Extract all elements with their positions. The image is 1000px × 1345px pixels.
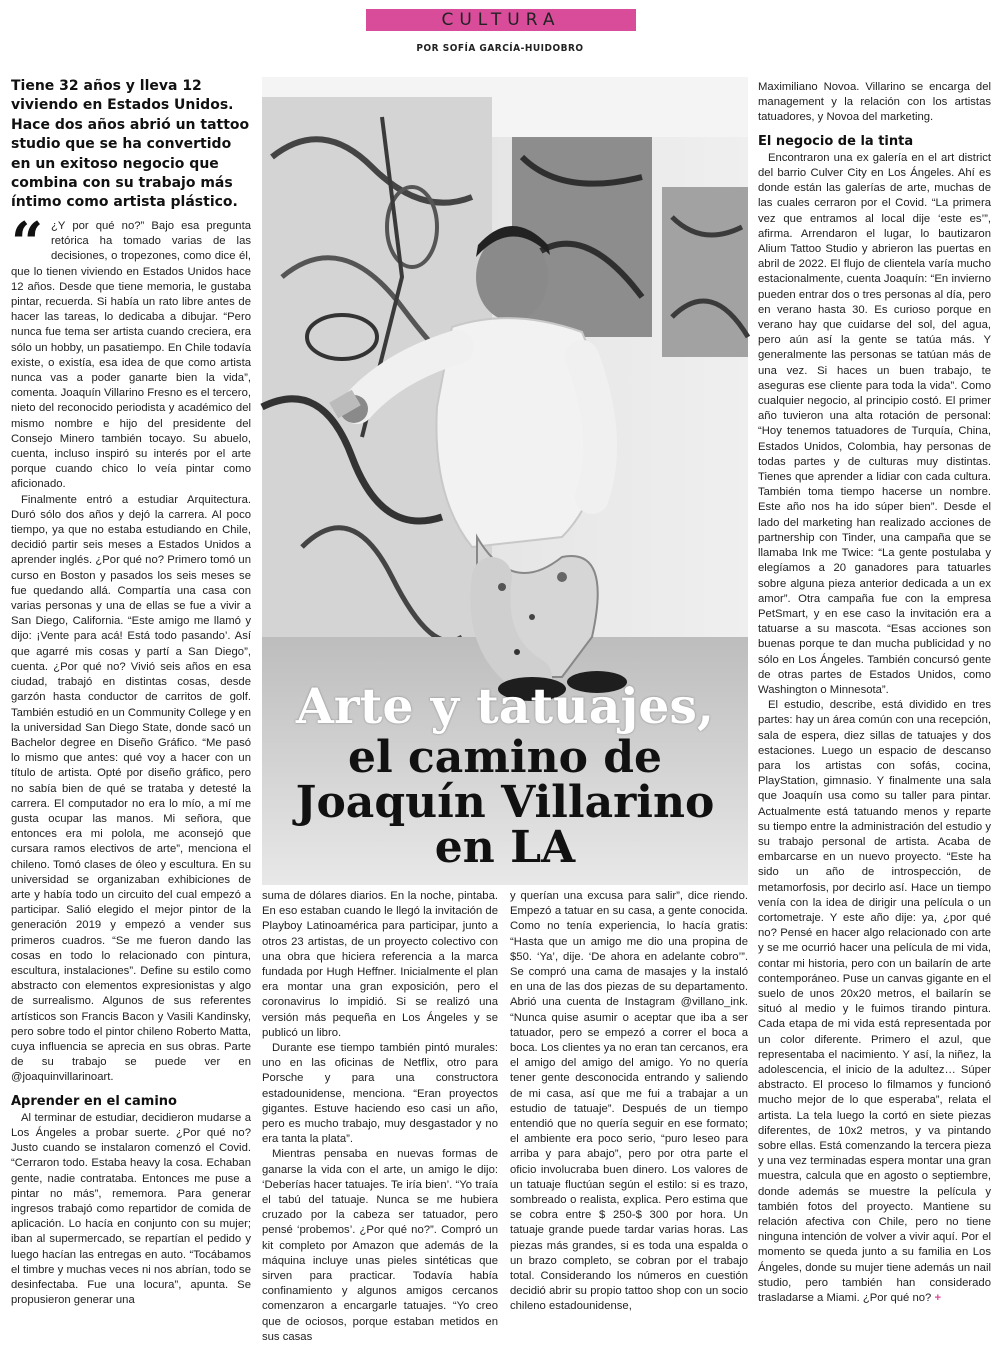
headline xyxy=(262,677,748,873)
section-tag: CULTURA xyxy=(366,9,636,31)
quote-mark-icon: “ xyxy=(11,210,44,276)
body-paragraph: Durante ese tiempo también pintó murales: uno en las oficinas de Netflix, otro para Porsche y para una constructora estadounidense, menciona. “Eran proyectos gigantes. Estuve haciendo eso casi un año, pero es mucho trabajo, muy desgastador y no era tanta la plata”. xyxy=(262,1042,498,1146)
article-column-2 xyxy=(262,889,498,1345)
body-paragraph: Mientras pensaba en nuevas formas de ganarse la vida con el arte, un amigo le dijo: ‘Deberías hacer tatuajes. Te iría bien’. “Yo traía el tabú del tatuaje. Nunca se me hubiera cruzado por la cabeza ser tatuador, pero pensé ‘probemos’. ¿Por qué no?”. Compró un kit completo por Amazon que además de la máquina incluye unas pieles sintéticas que sirven para practicar. Todavía había confinamiento y algunos amigos cercanos comenzaron a encargarle tatuajes. “Yo creo que de ociosos, porque estaban metidos en sus casas xyxy=(262,1148,498,1343)
lede-paragraph: Tiene 32 años y lleva 12 viviendo en Estados Unidos. Hace dos años abrió un tattoo studio que se ha convertido en un exitoso negocio que combina con su trabajo más íntimo como artista plástico. xyxy=(11,78,250,211)
body-paragraph: Finalmente entró a estudiar Arquitectura. Duró sólo dos años y dejó la carrera. Al poco tiempo, ya que no estaba estudiando en Chile, decidió partir seis meses a Estados Unidos a aprender inglés. ¿Por qué no? Primero tomó un curso en Boston y pasados los seis meses se fue quedando allá. Compartía una casa con varias personas y una de ellas se fue a vivir a San Diego, California. “Este amigo me llamó y dijo: ¡Vente para acá! Está todo pasando’. Así que agarré mis cosas y partí a San Diego”, cuenta. ¿Por qué no? Vivió seis años en esa ciudad, trabajó en distintas cosas, desde garzón hasta conductor de carritos de golf. También estudió en un Community College y en la universidad San Diego State, donde sacó un Bachelor degree en Diseño Gráfico. “Me pasó lo mismo que antes: qué voy a hacer con un título de artista. Opté por diseño gráfico, pero no sabía bien de qué se trataba y detesté la carrera. El computador no era lo mío, a mí me gusta ocupar las manos. Mi señora, que entonces era mi polola, me aconsejó que cursara ramos electivos de arte”, menciona el chileno. Tomó clases de óleo y escultura. En su universidad se organizaban exhibiciones de arte y había todo un circuito del cual empezó a participar. Salió elegido el mejor pintor de la generación 2019 y empezó a vender sus primeros cuadros. “Se me fueron dando las cosas en todo lo relacionado con pintura, escultura, instalaciones”. Define su estilo como abstracto con elementos expresionistas y algo de surrealismo. Algunos de sus referentes artísticos son Francis Bacon y Vasili Kandinsky, pero sobre todo el pintor chileno Roberto Matta, cuya influencia se aprecia en sus obras. Parte de su trabajo se puede ver en @joaquinvillarinoart. xyxy=(11,493,251,1084)
headline-line-1: Arte y tatuajes, xyxy=(295,677,715,735)
subheading-negocio: El negocio de la tinta xyxy=(758,133,914,149)
body-paragraph: Maximiliano Novoa. Villarino se encarga del management y la relación con los artistas tatuadores, y Novoa del marketing. xyxy=(758,81,991,124)
article-column-3 xyxy=(510,889,748,1315)
byline: POR SOFÍA GARCÍA-HUIDOBRO xyxy=(416,43,584,54)
body-text: El estudio, describe, está dividido en tres partes: hay un área común con una recepción, sala de espera, diez sillas de tatuajes y dos estaciones. Luego un espacio de descanso para los artistas con sofás, cocina, PlayStation, gimnasio. Y finalmente una sala que Joaquín usa como su taller para pintar. Actualmente está tatuando menos y reparte su tiempo entre la administración del estudio y su trabajo personal de artista. Acaba de embarcarse en un nuevo proyecto. “Este ha sido un año de introspección, de metamorfosis, por decirlo así. Hace un tiempo venía con la idea de dirigir una película o un cortometraje. Y este año dije: ya, ¿por qué no? Pensé en hacer algo relacionado con arte y se me ocurrió hacer una película de mi vida, contar mi historia, pero con un bailarín de arte contemporáneo. Puse un canvas gigante en el suelo de unos 20x20 metros, el bailarín se situó al medio y le fuimos tirando pintura. Cada etapa de mi vida está representada por un color diferente. Primero el azul, que representaba el nacimiento. Y así, la niñez, la adolescencia, el inicio de la adultez… Súper abstracto. El proceso lo filmamos y funcionó mucho mejor de lo que esperaba”, relata el artista. La tela luego la cortó en siete piezas diferentes, de 10x2 metros, y va pintando sobre ellas. Está comenzando la tercera pieza y una vez terminadas espera montar una gran muestra, calcula que en agosto o septiembre, donde además se muestre la película y también fotos del proyecto. Mantiene su relación afectiva con Chile, pero no tiene ninguna intención de volver a vivir aquí. Por el momento se queda junto a su familia en Los Ángeles, donde su mujer tiene además un nail studio, pero también han considerado trasladarse a Miami. ¿Por qué no? xyxy=(758,699,992,1305)
body-paragraph: ¿Y por qué no?” Bajo esa pregunta retórica ha tomado varias de las decisiones, o tropezones, como dice él, que lo tienen viviendo en Estados Unidos hace 12 años. Desde que tiene memoria, le gustaba pintar, recuerda. Si había un rato libre antes de hacer las tareas, lo dedicaba a dibujar. “Pero nunca fue tema ser artista cuando creciera, era sólo un hobby, un pasatiempo. En Chile todavía existe, o existía, esa idea de que como artista nunca vas a poder ganarte bien la vida”, comenta. Joaquín Villarino Fresno es el tercero, nieto del reconocido periodista y académico del mismo nombre e hijo del presidente del Consejo Minero también tocayo. Su abuelo, cuenta, incluso inspiró su interés por el arte porque cuando chico lo veía pintar como aficionado. xyxy=(11,220,251,491)
body-paragraph: Encontraron una ex galería en el art district del barrio Culver City en Los Ángeles. Ahí es donde están las galerías de arte, muchas de las cuales cerraron por el Covid. “La primera vez que entramos al local dije ‘este es’”, afirma. Arrendaron el lugar, lo bautizaron Alium Tattoo Studio y abrieron las puertas en abril de 2022. El flujo de clientela varía mucho estacionalmente, cuenta Joaquín: “En invierno pueden entrar dos o tres personas al día, pero en verano hasta 30. Es curioso porque en verano hay que cuidarse del sol, del agua, pero aún así la gente se tatúa más. Y generalmente las personas se tatúan más de una vez. Si haces un buen trabajo, te aseguras ese cliente para toda la vida”. Como cualquier negocio, al principio costó. El primer año tuvieron una alta rotación de personal: “Hoy tenemos tatuadores de Turquía, China, Estados Unidos, Colombia, hay personas de todas partes y de culturas muy distintas. Tienes que aprender a lidiar con cada cultura. También toma tiempo hacerse un nombre. Este año nos ha ido súper bien”. Desde el lado del marketing han realizado acciones de partnership con Tinder, una campaña que se llamaba Ink me Twice: “La gente postulaba y elegíamos a 20 ganadores para tatuarles sobre alguna pieza anterior dedicada a un ex amor”. Otra campaña fue con la empresa PetSmart, y en ese caso la invitación era a tatuarse a su mascota. “Esas acciones son buenas porque te dan mucha publicidad y no sólo en Los Ángeles. También concursó gente de otras partes de Estados Unidos, como Washington o Minnesota”. xyxy=(758,151,991,696)
article-column-1 xyxy=(11,210,251,1308)
body-paragraph xyxy=(758,698,991,1306)
headline-line-4: en LA xyxy=(434,821,576,873)
body-paragraph: Al terminar de estudiar, decidieron mudarse a Los Ángeles a probar suerte. ¿Por qué no? Justo cuando se instalaron comenzó el Covid. “Cerraron todo. Estaba heavy la cosa. Echaban gente, nadie contrataba. Entonces me puse a pintar no más”, rememora. Para generar ingresos trabajó como repartidor de comida de aplicación. Lo hacía en conjunto con su mujer; iban al supermercado, se repartían el pedido y luego hacían las entregas en auto. “Tocábamos el timbre y muchas veces ni nos abrían, todo se desinfectaba. Fue una locura”, apunta. Se propusieron generar una xyxy=(11,1111,251,1307)
body-paragraph: suma de dólares diarios. En la noche, pintaba. En eso estaban cuando le llegó la invitación de Playboy Latinoamérica para participar, junto a otros 23 artistas, de un proyecto colectivo con una obra que hiciera referencia a la marca fundada por Hugh Heffner. Inicialmente el plan era montar una gran exposición, pero el coronavirus lo impidió. Si se realizó una versión más pequeña en Los Ángeles y se publicó un libro. xyxy=(262,890,498,1039)
article-column-4 xyxy=(758,80,991,1306)
headline-line-3: Joaquín Villarino xyxy=(295,776,715,828)
end-mark-icon: + xyxy=(934,1292,942,1305)
subheading-aprender: Aprender en el camino xyxy=(11,1093,177,1109)
body-paragraph: y querían una excusa para salir”, dice riendo. Empezó a tatuar en su casa, a gente conocida. Como no tenía experiencia, lo hacía gratis: “Hasta que un amigo me dio una propina de $50. ‘Ya’, dije. ‘De ahora en adelante cobro’”. Se compró una cama de masajes y la instaló en una de las dos piezas de su departamento. Abrió una cuenta de Instagram @villano_ink. “Nunca quise asumir o aceptar que iba a ser tatuador, pero se empezó a correr el boca a boca. Los clientes ya no eran tan cercanos, era el amigo del amigo del amigo. Yo no quería tener gente desconocida entrando y saliendo de mi casa, así que me fui a trabajar a un estudio de tatuaje”. Después de un tiempo entendió que no quería seguir en ese formato; el ambiente era poco serio, “puro leseo para arriba y para abajo”, pero por otra parte el oficio involucraba buen dinero. Los valores de un tatuaje fluctúan según el estilo: si es trazo, sombreado o realista, explica. Pero estima que se cobra entre $ 250-$ 300 por hora. Un tatuaje grande puede tardar varias horas. Las piezas más grandes, si es toda una espalda o un brazo completo, se cobran por el trabajo total. Considerando los números en cuestión decidió abrir su propio tattoo shop con un socio chileno estadounidense, xyxy=(510,890,748,1313)
headline-line-2: el camino de xyxy=(347,731,662,783)
